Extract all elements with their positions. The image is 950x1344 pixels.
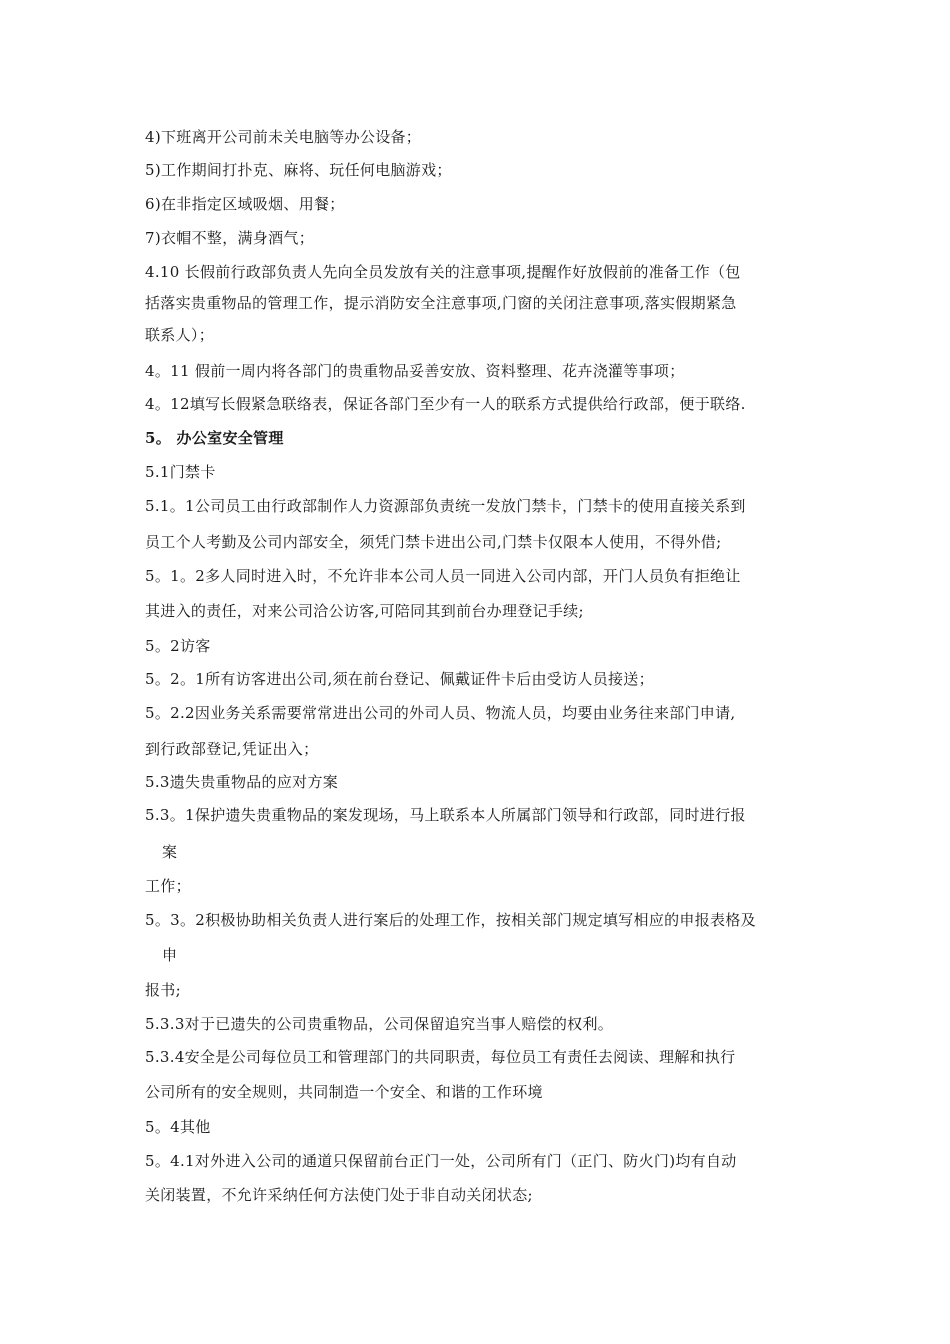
text-line: 4.10 长假前行政部负责人先向全员发放有关的注意事项,提醒作好放假前的准备工作（包: [145, 263, 741, 281]
text-line: 其进入的责任，对来公司洽公访客,可陪同其到前台办理登记手续;: [145, 602, 584, 620]
text-line: 5。4.1对外进入公司的通道只保留前台正门一处，公司所有门（正门、防火门)均有自动: [145, 1152, 737, 1170]
text-line: 4。12填写长假紧急联络表，保证各部门至少有一人的联系方式提供给行政部，便于联络.: [145, 395, 746, 413]
text-line: 公司所有的安全规则，共同制造一个安全、和谐的工作环境: [145, 1083, 543, 1101]
text-line: 5。4其他: [145, 1118, 211, 1136]
text-line: 5.3.4安全是公司每位员工和管理部门的共同职责，每位员工有责任去阅读、理解和执行: [145, 1048, 736, 1066]
text-line: 括落实贵重物品的管理工作，提示消防安全注意事项,门窗的关闭注意事项,落实假期紧急: [145, 294, 737, 312]
text-line: 5.1门禁卡: [145, 463, 216, 481]
text-line: 5。2访客: [145, 637, 211, 655]
text-line: 4)下班离开公司前未关电脑等办公设备；: [145, 128, 422, 146]
text-line: 5.3遗失贵重物品的应对方案: [145, 773, 339, 791]
text-line: 5。3。2积极协助相关负责人进行案后的处理工作，按相关部门规定填写相应的申报表格及: [145, 911, 756, 929]
text-line: 5.3。1保护遗失贵重物品的案发现场，马上联系本人所属部门领导和行政部，同时进行报: [145, 806, 746, 824]
text-line: 5.1。1公司员工由行政部制作人力资源部负责统一发放门禁卡，门禁卡的使用直接关系到: [145, 497, 746, 515]
text-line: 5。2.2因业务关系需要常常进出公司的外司人员、物流人员，均要由业务往来部门申请,: [145, 704, 736, 722]
text-line: 联系人）；: [145, 326, 215, 344]
text-line: 员工个人考勤及公司内部安全，须凭门禁卡进出公司,门禁卡仅限本人使用，不得外借;: [145, 533, 722, 551]
text-line: 7)衣帽不整，满身酒气；: [145, 229, 314, 247]
section-heading: 5。 办公室安全管理: [145, 429, 284, 447]
text-line: 关闭装置，不允许采纳任何方法使门处于非自动关闭状态;: [145, 1186, 533, 1204]
text-line: 6)在非指定区域吸烟、用餐；: [145, 195, 345, 213]
text-line: 申: [162, 946, 178, 964]
text-line: 到行政部登记,凭证出入；: [145, 740, 319, 758]
text-line: 5.3.3对于已遗失的公司贵重物品，公司保留追究当事人赔偿的权利。: [145, 1015, 614, 1033]
text-line: 4。11 假前一周内将各部门的贵重物品妥善安放、资料整理、花卉浇灌等事项；: [145, 362, 685, 380]
text-line: 工作；: [145, 877, 191, 895]
text-line: 5。1。2多人同时进入时，不允许非本公司人员一同进入公司内部，开门人员负有拒绝让: [145, 567, 741, 585]
text-line: 5)工作期间打扑克、麻将、玩任何电脑游戏；: [145, 161, 452, 179]
text-line: 5。2。1所有访客进出公司,须在前台登记、佩戴证件卡后由受访人员接送；: [145, 670, 654, 688]
text-line: 案: [162, 843, 178, 861]
text-line: 报书;: [145, 981, 181, 999]
